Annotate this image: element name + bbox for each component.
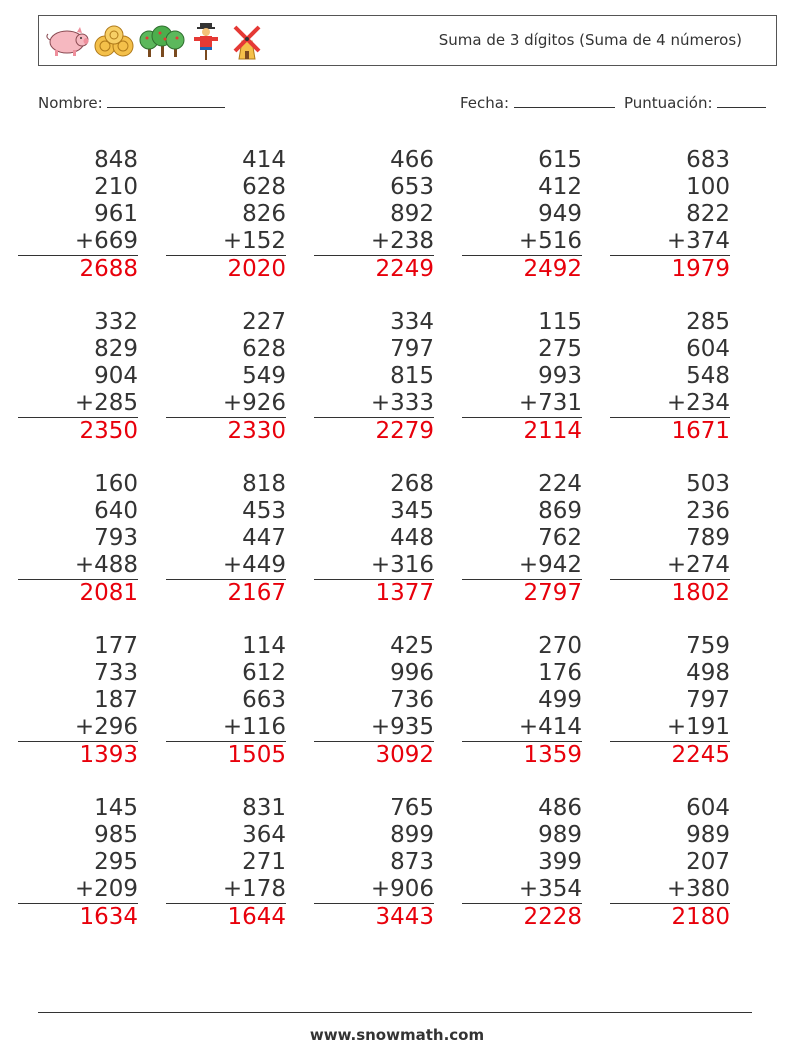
answer: 2114 xyxy=(523,418,582,444)
problem xyxy=(18,147,138,284)
answer: 2492 xyxy=(523,256,582,282)
addend: 236 xyxy=(686,498,730,524)
addend: 628 xyxy=(242,174,286,200)
addend: 414 xyxy=(242,147,286,173)
addend: 486 xyxy=(538,795,582,821)
answer: 2350 xyxy=(79,418,138,444)
addend: 503 xyxy=(686,471,730,497)
addend: 332 xyxy=(94,309,138,335)
addend: 815 xyxy=(390,363,434,389)
problem xyxy=(314,633,434,770)
problem xyxy=(18,471,138,608)
addend: 829 xyxy=(94,336,138,362)
answer: 1644 xyxy=(227,904,286,930)
problem xyxy=(462,147,582,284)
addend: 549 xyxy=(242,363,286,389)
problem xyxy=(610,795,730,932)
addend: 425 xyxy=(390,633,434,659)
addend: 498 xyxy=(686,660,730,686)
problem xyxy=(314,309,434,446)
addend: 762 xyxy=(538,525,582,551)
addend-last: +178 xyxy=(166,876,286,904)
addend: 826 xyxy=(242,201,286,227)
answer: 1634 xyxy=(79,904,138,930)
problem xyxy=(610,471,730,608)
addend-last: +191 xyxy=(610,714,730,742)
addend: 447 xyxy=(242,525,286,551)
addend: 612 xyxy=(242,660,286,686)
addend: 210 xyxy=(94,174,138,200)
addend: 604 xyxy=(686,795,730,821)
addend: 789 xyxy=(686,525,730,551)
addend: 797 xyxy=(390,336,434,362)
addend: 176 xyxy=(538,660,582,686)
problem xyxy=(610,147,730,284)
answer: 2228 xyxy=(523,904,582,930)
addend-last: +274 xyxy=(610,552,730,580)
addend: 949 xyxy=(538,201,582,227)
problem xyxy=(314,147,434,284)
answer: 1802 xyxy=(671,580,730,606)
addend: 759 xyxy=(686,633,730,659)
answer: 1979 xyxy=(671,256,730,282)
score-field xyxy=(624,93,766,112)
addend: 961 xyxy=(94,201,138,227)
addend: 663 xyxy=(242,687,286,713)
addend: 628 xyxy=(242,336,286,362)
addend: 993 xyxy=(538,363,582,389)
addend: 892 xyxy=(390,201,434,227)
hay-bales-icon xyxy=(93,24,135,58)
problem xyxy=(462,471,582,608)
addend: 985 xyxy=(94,822,138,848)
problem xyxy=(166,309,286,446)
addend-last: +238 xyxy=(314,228,434,256)
answer: 1377 xyxy=(375,580,434,606)
answer: 1671 xyxy=(671,418,730,444)
answer: 1393 xyxy=(79,742,138,768)
date-field xyxy=(460,93,615,112)
answer: 2330 xyxy=(227,418,286,444)
worksheet-title: Suma de 3 dígitos (Suma de 4 números) xyxy=(438,31,742,49)
addend: 399 xyxy=(538,849,582,875)
addend: 268 xyxy=(390,471,434,497)
addend: 100 xyxy=(686,174,730,200)
addend: 904 xyxy=(94,363,138,389)
answer: 3092 xyxy=(375,742,434,768)
addend: 453 xyxy=(242,498,286,524)
addend-last: +285 xyxy=(18,390,138,418)
addend: 989 xyxy=(538,822,582,848)
addend: 224 xyxy=(538,471,582,497)
addend: 989 xyxy=(686,822,730,848)
addend: 207 xyxy=(686,849,730,875)
date-blank xyxy=(514,93,615,108)
problem xyxy=(462,633,582,770)
addend: 736 xyxy=(390,687,434,713)
problem xyxy=(610,309,730,446)
addend-last: +449 xyxy=(166,552,286,580)
addend: 187 xyxy=(94,687,138,713)
addend: 295 xyxy=(94,849,138,875)
problem xyxy=(610,633,730,770)
problem xyxy=(166,633,286,770)
addend-last: +731 xyxy=(462,390,582,418)
addend: 899 xyxy=(390,822,434,848)
addend: 345 xyxy=(390,498,434,524)
answer: 2688 xyxy=(79,256,138,282)
answer: 2245 xyxy=(671,742,730,768)
addend-last: +116 xyxy=(166,714,286,742)
name-field xyxy=(38,93,225,112)
answer: 1359 xyxy=(523,742,582,768)
answer: 2180 xyxy=(671,904,730,930)
problem xyxy=(18,795,138,932)
addend: 412 xyxy=(538,174,582,200)
addend-last: +935 xyxy=(314,714,434,742)
addend: 797 xyxy=(686,687,730,713)
addend: 765 xyxy=(390,795,434,821)
addend-last: +296 xyxy=(18,714,138,742)
addend: 177 xyxy=(94,633,138,659)
answer: 2249 xyxy=(375,256,434,282)
addend-last: +942 xyxy=(462,552,582,580)
addend: 604 xyxy=(686,336,730,362)
addend: 640 xyxy=(94,498,138,524)
addend: 271 xyxy=(242,849,286,875)
addend-last: +234 xyxy=(610,390,730,418)
addend-last: +152 xyxy=(166,228,286,256)
addend: 615 xyxy=(538,147,582,173)
addend: 466 xyxy=(390,147,434,173)
problem xyxy=(166,471,286,608)
addend-last: +374 xyxy=(610,228,730,256)
date-label: Fecha: xyxy=(460,94,514,112)
score-blank xyxy=(717,93,766,108)
addend-last: +354 xyxy=(462,876,582,904)
trees-icon xyxy=(139,23,185,59)
addend: 334 xyxy=(390,309,434,335)
addend: 114 xyxy=(242,633,286,659)
addend: 275 xyxy=(538,336,582,362)
icon-strip xyxy=(43,20,267,62)
addend-last: +316 xyxy=(314,552,434,580)
answer: 2081 xyxy=(79,580,138,606)
addend: 793 xyxy=(94,525,138,551)
answer: 2797 xyxy=(523,580,582,606)
answer: 1505 xyxy=(227,742,286,768)
addend: 733 xyxy=(94,660,138,686)
score-label: Puntuación: xyxy=(624,94,718,112)
addend: 227 xyxy=(242,309,286,335)
addend: 869 xyxy=(538,498,582,524)
addend: 818 xyxy=(242,471,286,497)
addend-last: +906 xyxy=(314,876,434,904)
problem xyxy=(462,309,582,446)
windmill-icon xyxy=(227,21,267,61)
addend-last: +333 xyxy=(314,390,434,418)
footer-site: www.snowmath.com xyxy=(309,1026,485,1044)
answer: 3443 xyxy=(375,904,434,930)
answer: 2167 xyxy=(227,580,286,606)
addend: 996 xyxy=(390,660,434,686)
problem xyxy=(166,147,286,284)
addend: 683 xyxy=(686,147,730,173)
addend: 115 xyxy=(538,309,582,335)
header-box xyxy=(38,15,777,66)
scarecrow-icon xyxy=(189,21,223,61)
problem xyxy=(18,309,138,446)
footer-divider xyxy=(38,1012,752,1013)
problem xyxy=(18,633,138,770)
addend-last: +380 xyxy=(610,876,730,904)
pig-icon xyxy=(43,24,89,58)
answer: 2279 xyxy=(375,418,434,444)
problem xyxy=(314,795,434,932)
addend-last: +516 xyxy=(462,228,582,256)
addend: 285 xyxy=(686,309,730,335)
problem xyxy=(462,795,582,932)
addend-last: +669 xyxy=(18,228,138,256)
addend: 848 xyxy=(94,147,138,173)
addend-last: +926 xyxy=(166,390,286,418)
addend: 364 xyxy=(242,822,286,848)
addend: 270 xyxy=(538,633,582,659)
addend: 822 xyxy=(686,201,730,227)
addend: 160 xyxy=(94,471,138,497)
problem xyxy=(166,795,286,932)
addend-last: +488 xyxy=(18,552,138,580)
addend: 653 xyxy=(390,174,434,200)
addend-last: +209 xyxy=(18,876,138,904)
name-blank xyxy=(107,93,225,108)
addend: 448 xyxy=(390,525,434,551)
addend: 873 xyxy=(390,849,434,875)
addend: 499 xyxy=(538,687,582,713)
addend: 831 xyxy=(242,795,286,821)
problem xyxy=(314,471,434,608)
addend: 145 xyxy=(94,795,138,821)
addend: 548 xyxy=(686,363,730,389)
answer: 2020 xyxy=(227,256,286,282)
addend-last: +414 xyxy=(462,714,582,742)
name-label: Nombre: xyxy=(38,94,108,112)
